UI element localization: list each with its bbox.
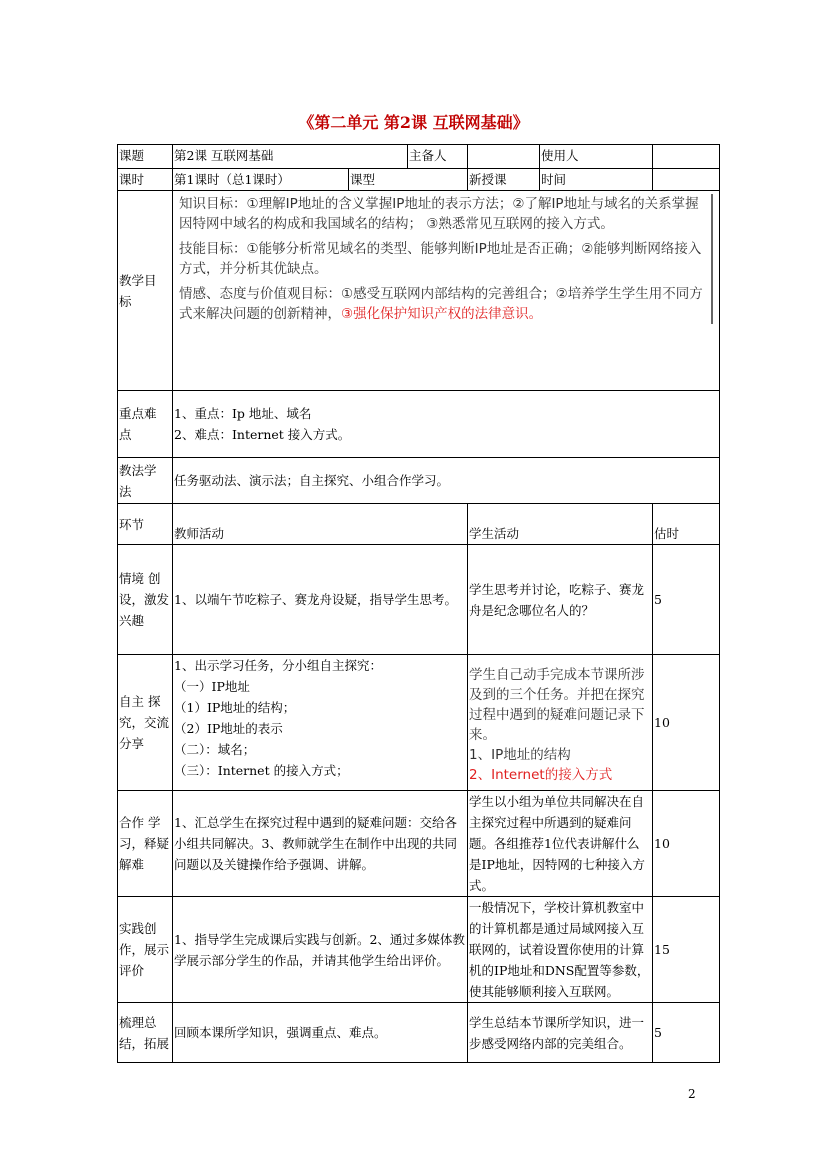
teacher-activity: 1、汇总学生在探究过程中遇到的疑难问题：交给各小组共同解决。3、教师就学生在制作中出现的共同问题以及关键操作给予强调、讲解。 [173,791,468,897]
student-activity [468,655,653,791]
type-label: 课型 [349,169,468,191]
task-line: 1、出示学习任务，分小组自主探究： [174,658,382,673]
stage-cell: 情境 创设，激发兴趣 [118,545,173,655]
stage-cell: 梳理总结，拓展 [118,1003,173,1063]
keypoint-main: 1、重点：Ip 地址、域名 [174,406,312,421]
time-estimate: 10 [653,655,720,791]
topic-value: 第2课 互联网基础 [173,145,408,169]
col-time: 估时 [653,504,720,545]
task-line: （1）IP地址的结构； [174,700,296,715]
user-label: 使用人 [540,145,653,169]
emotion-goal-highlight: ③强化保护知识产权的法律意识。 [341,306,543,322]
type-value: 新授课 [468,169,540,191]
task-line: （一）IP地址 [174,679,250,694]
student-intro: 学生自己动手完成本节课所涉及到的三个任务。并把在探究过程中遇到的疑难问题记录下来。 [469,667,645,743]
student-activity: 学生思考并讨论，吃粽子、赛龙舟是纪念哪位名人的？ [468,545,653,655]
keypoints-content [173,391,720,458]
preparer-value [468,145,540,169]
emotion-goal [179,284,707,324]
time-estimate: 10 [653,791,720,897]
emotion-goal-plain: 情感、态度与价值观目标：①感受互联网内部结构的完善组合；②培养学生学生用不同方式来解决问题的创新精神， [179,286,703,322]
time-label: 时间 [540,169,653,191]
teacher-activity: 回顾本课所学知识，强调重点、难点。 [173,1003,468,1063]
stage-cell: 实践创作，展示评价 [118,897,173,1003]
knowledge-goal: 知识目标：①理解IP地址的含义掌握IP地址的表示方法；②了解IP地址与域名的关系掌握因特网中域名的构成和我国域名的结构； ③熟悉常见互联网的接入方式。 [179,196,699,232]
period-value: 第1课时（总1课时） [173,169,349,191]
goals-content [173,191,720,391]
stage-cell: 合作 学习，释疑解难 [118,791,173,897]
student-activity: 学生总结本节课所学知识，进一步感受网络内部的完美组合。 [468,1003,653,1063]
time-estimate: 5 [653,545,720,655]
time-estimate: 15 [653,897,720,1003]
time-value [653,169,720,191]
methods-label: 教法学法 [118,458,173,504]
topic-label: 课题 [118,145,173,169]
user-value [653,145,720,169]
col-teacher: 教师活动 [173,504,468,545]
page-number: 2 [688,1087,696,1101]
student-item: 1、IP地址的结构 [469,747,571,763]
goals-label: 教学目标 [118,191,173,391]
teacher-activity [173,655,468,791]
document-title: 《第二单元 第2课 互联网基础》 [298,113,529,132]
task-line: （二）：域名； [174,742,256,757]
teacher-activity: 1、以端午节吃粽子、赛龙舟设疑，指导学生思考。 [173,545,468,655]
student-item-highlight: 2、Internet的接入方式 [469,767,613,783]
keypoints-label: 重点难点 [118,391,173,458]
col-stage: 环节 [118,504,173,545]
keypoint-difficult: 2、难点：Internet 接入方式。 [174,427,351,442]
teacher-activity: 1、指导学生完成课后实践与创新。2、通过多媒体教学展示部分学生的作品，并请其他学生给出评价。 [173,897,468,1003]
skill-goal: 技能目标：①能够分析常见域名的类型、能够判断IP地址是否正确；②能够判断网络接入方式，并分析其优缺点。 [179,241,702,277]
student-activity: 学生以小组为单位共同解决在自主探究过程中所遇到的疑难问题。各组推荐1位代表讲解什么是IP地址，因特网的七种接入方式。 [468,791,653,897]
col-student: 学生活动 [468,504,653,545]
task-line: （2）IP地址的表示 [174,721,283,736]
preparer-label: 主备人 [408,145,468,169]
methods-content: 任务驱动法、演示法；自主探究、小组合作学习。 [173,458,720,504]
time-estimate: 5 [653,1003,720,1063]
task-line: （三）：Internet 的接入方式； [174,763,349,778]
stage-cell: 自主 探究，交流分享 [118,655,173,791]
lesson-plan-table [117,144,720,1063]
student-activity: 一般情况下，学校计算机教室中的计算机都是通过局域网接入互联网的，试着设置你使用的计算机的IP地址和DNS配置等参数，使其能够顺利接入互联网。 [468,897,653,1003]
period-label: 课时 [118,169,173,191]
